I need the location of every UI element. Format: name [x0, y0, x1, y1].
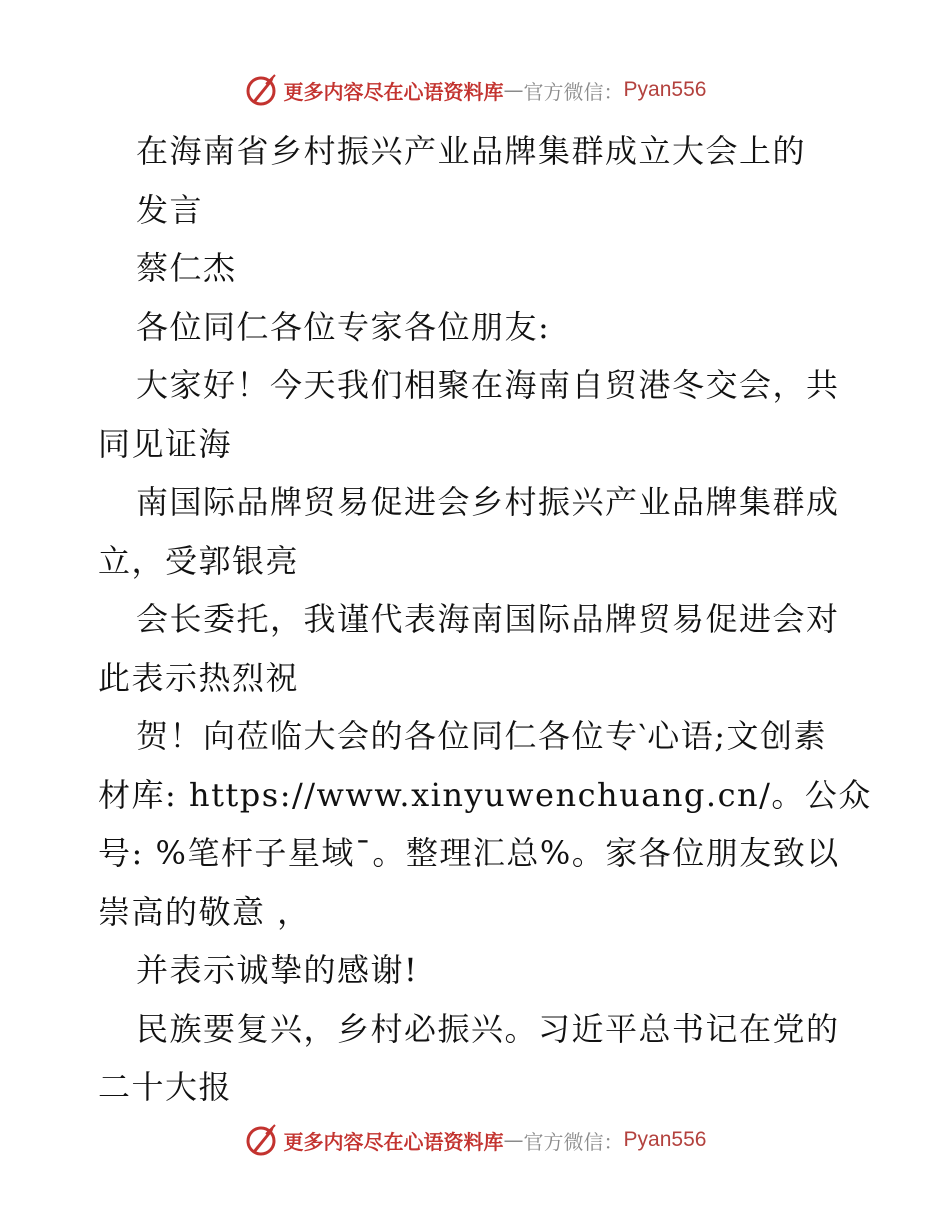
text-line: 二十大报	[98, 1068, 233, 1106]
footer-banner	[0, 1120, 950, 1160]
banner-label: 官方微信：	[523, 79, 624, 104]
text-line: 大家好！今天我们相聚在海南自贸港冬交会，共	[136, 366, 840, 404]
document-body	[98, 122, 872, 1117]
author-line: 蔡仁杰	[136, 249, 237, 287]
title-line-2: 发言	[136, 190, 204, 229]
text-line: 南国际品牌贸易促进会乡村振兴产业品牌集群成	[136, 483, 840, 521]
text-line: 会长委托，我谨代表海南国际品牌贸易促进会对	[136, 600, 840, 638]
banner-separator: —	[503, 1128, 524, 1152]
text-line: 崇高的敬意 ，	[98, 892, 311, 931]
quill-pen-logo-icon	[244, 72, 280, 108]
banner-label: 官方微信：	[523, 1129, 624, 1154]
text-line: 民族要复兴，乡村必振兴。习近平总书记在党的	[136, 1009, 840, 1048]
salutation-line: 各位同仁各位专家各位朋友:	[136, 307, 551, 346]
banner-wechat-id: Pyan556	[623, 78, 707, 101]
text-line: 立，受郭银亮	[98, 541, 300, 580]
text-line: 此表示热烈祝	[98, 658, 300, 697]
banner-separator: —	[503, 78, 524, 102]
banner-brand: 更多内容尽在心语资料库	[283, 1129, 504, 1154]
banner-wechat-id: Pyan556	[623, 1128, 707, 1151]
quill-pen-logo-icon	[244, 1122, 280, 1158]
text-line: 并表示诚挚的感谢!	[136, 951, 419, 989]
header-banner	[0, 70, 950, 110]
title-line-1: 在海南省乡村振兴产业品牌集群成立大会上的	[136, 132, 807, 170]
banner-brand: 更多内容尽在心语资料库	[283, 79, 504, 104]
text-line: 贺！向莅临大会的各位同仁各位专‵心语;文创素	[136, 717, 828, 755]
text-line: 号: %笔杆子星域¯。整理汇总%。家各位朋友致以	[98, 834, 840, 872]
text-line: 材库: https://www.xinyuwenchuang.cn/。公众	[98, 775, 872, 814]
text-line: 同见证海	[98, 424, 233, 463]
